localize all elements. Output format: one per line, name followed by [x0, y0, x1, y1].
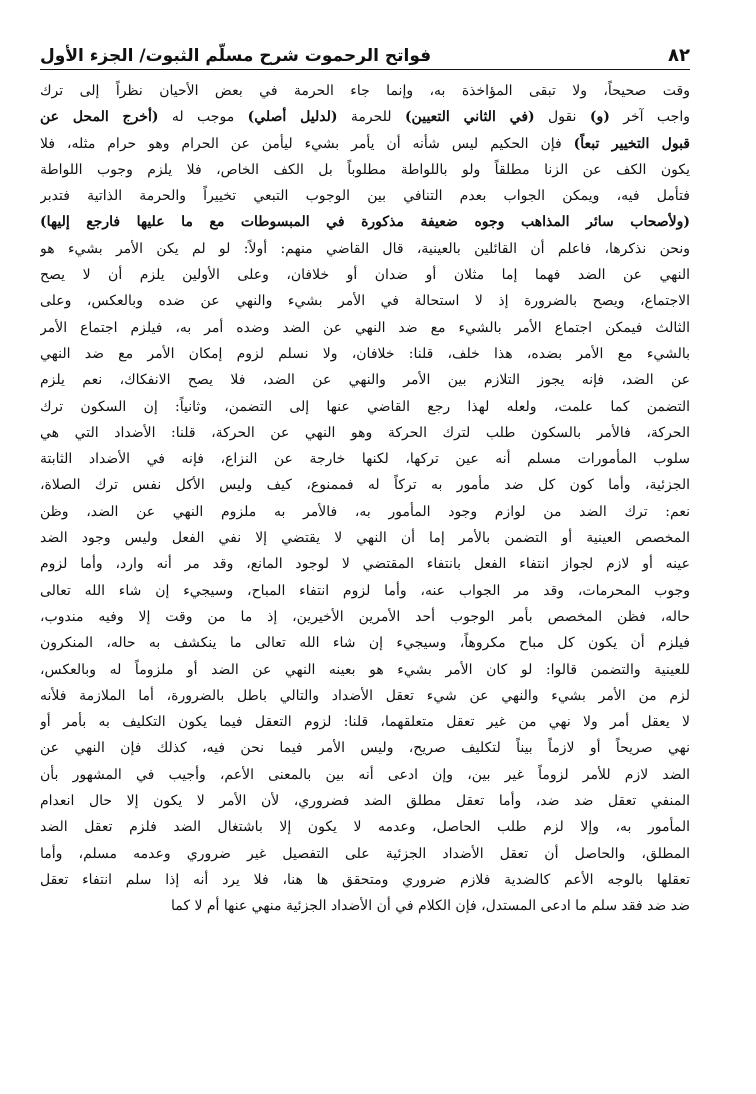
bold-emphasis: (في الثاني التعيين): [404, 109, 535, 126]
text-line: للعينية والتضمن قالوا: لو كان الأمر بشيء هو بعينه النهي عن الضد أو ملزوماً له وبالعكس،: [40, 661, 690, 678]
text-line: ونحن نذكرها، فاعلم أن القائلين بالعينية، قال القاضي منهم: أولاً: لو لم يكن الأمر بشيء هو: [40, 240, 690, 257]
text-line: الاجتماع، ويصح بالضرورة إذ لا استحالة في الأمر بشيء والنهي عن ضده وبالعكس، وعلى: [40, 293, 690, 310]
text-line: لزم من الأمر بشيء والنهي عن شيء تعقل الأضداد والتالي باطل بالضرورة، أما الملازمة فلأنه: [40, 687, 690, 704]
text-line: المأمور به، وإلا لزم طلب الحاصل، وعدمه لا يكون إلا باشتغال الضد فلزم تعقل الضد: [40, 819, 690, 836]
bold-emphasis: (و): [589, 109, 610, 126]
text-line: نعم: ترك الضد من لوازم وجود المأمور به، فالأمر به ملزوم النهي عن الضد، وظن: [40, 503, 690, 520]
text-line: تعقلها بالوجه الأعم كالضدية فلازم ضروري ومتحقق ها هنا، فلا يرد أنه إذا سلم انتفاء تعقل: [40, 871, 690, 888]
text-line: الجزئية، وأما كون كل ضد مأمور به تركاً له فممنوع، كيف وليس الأكل نفس ترك الصلاة،: [40, 477, 690, 494]
bold-emphasis: (أخرج المحل عن: [40, 109, 159, 126]
text-line: الثالث فيمكن اجتماع الأمر بالشيء مع ضد النهي عن الضد وضده أمر به، فيلزم اجتماع الأمر: [40, 319, 690, 336]
text-line-bold: (ولأصحاب سائر المذاهب وجوه ضعيفة مذكورة في المبسوطات مع ما عليها فارجع إليها): [40, 214, 690, 231]
running-title: فواتح الرحموت شرح مسلّم الثبوت/ الجزء الأول: [40, 46, 432, 66]
header-rule: [40, 69, 690, 70]
text-line: لا يعقل أمر ولا نهي من غير تعقل متعلقهما، قلنا: لزوم التعقل فيما يكون التكليف به بأمر أو: [40, 714, 690, 731]
text-line: التضمن كما علمت، ولعله لهذا رجع القاضي عنها إلى التضمن، وثانياً: إن السكون ترك: [40, 398, 690, 415]
page-header: [40, 32, 690, 66]
text-line-with-emphasis: قبول التخيير تبعاً) فإن الحكيم ليس شأنه أن يأمر بشيء ليأمن عن الحرام وهو حرام مثله، فلا: [40, 135, 690, 152]
text-line: عينه أو لازم لجواز انتفاء الفعل بانتفاء المقتضي لا لوجود المانع، وقد مر أنه وارد، وأما لزوم: [40, 556, 690, 573]
text-line: بالشيء مع الأمر بضده، هذا خلف، قلنا: خلافان، ولا نسلم لزوم إمكان الأمر مع ضد النهي: [40, 345, 690, 362]
text-line: فتأمل فيه، ويمكن الجواب بعدم التنافي بين الوجوب التبعي تخييراً والحرمة الذاتية فتدبر: [40, 188, 690, 205]
text-line: فيلزم أن يكون كل مباح مكروهاً، وسيجيء إن شاء الله تعالى ما ينكشف به حاله، المنكرون: [40, 635, 690, 652]
text-line: وقت صحيحاً، ولا تبقى المؤاخذة به، وإنما جاء الحرمة في بعض الأحيان نظراً إلى ترك: [40, 83, 690, 99]
text-line: نهي صريحاً أو لازماً بيناً لتكليف صريح، وليس الأمر فيما نحن فيه، كذلك فإن النهي عن: [40, 740, 690, 757]
body-text: [40, 78, 690, 920]
text-line: المطلق، والحاصل أن تعقل الأضداد الجزئية على التفصيل غير ضروري وعدمه مسلم، وأما: [40, 845, 690, 862]
text-line: ضد ضد فقد سلم ما ادعى المستدل، فإن الكلام في أن الأضداد الجزئية منهي عنها أم لا كما: [170, 898, 690, 915]
bold-emphasis: قبول التخيير تبعاً): [573, 135, 690, 152]
text-line: المنفي تعقل ضد ضد، وأما تعقل مطلق الضد فضروري، لأن الأمر لا يكون إلا حال انعدام: [40, 793, 690, 810]
text-line: يكون الكف عن الزنا مطلقاً ولو باللواطة مطلوباً بل الكف الخاص، فلا يلزم وجوب اللواطة: [40, 161, 690, 178]
bold-emphasis: (لدليل أصلي): [247, 109, 338, 126]
text-line: النهي عن الضد فهما إما مثلان أو ضدان أو خلافان، وعلى الأولين يلزم أن لا يصح: [40, 267, 690, 284]
text-line: وجوب المحرمات، وقد مر الجواب عنه، وأما لزوم انتفاء المباح، وسيجيء إن شاء الله تعالى: [40, 582, 690, 599]
page-number: ٨٢: [668, 45, 690, 66]
text-line: حاله، فظن المخصص بأمر الوجوب أحد الأمرين الأخيرين، إذ ما من وقت إلا وفيه مندوب،: [40, 608, 690, 625]
text-line: المخصص العينية أو التضمن بالأمر إما أن النهي لا يقتضي إلا نفي الفعل وليس وجود الضد: [40, 530, 690, 547]
text-line: الحركة، فالأمر بالسكون طلب لترك الحركة وهو النهي عن الحركة، قلنا: الأضداد التي هي: [40, 424, 690, 441]
text-line-with-emphasis: واجب آخر (و) نقول (في الثاني التعيين) للحرمة (لدليل أصلي) موجب له (أخرج المحل عن: [40, 109, 690, 126]
text-line: عن الضد، فإنه يجوز التلازم بين الأمر والنهي عن الضد، فلا يصح الانفكاك، نعم يلزم: [40, 372, 690, 389]
text-line: سلوب المأمورات مسلم أنه عين تركها، لكنها خارجة عن النزاع، فإنه في الأضداد الثابتة: [40, 451, 690, 468]
text-line: الضد لازم للأمر لزوماً غير بين، وإن ادعى أنه بين بالمعنى الأعم، وأجيب في المشهور بأن: [40, 766, 690, 783]
